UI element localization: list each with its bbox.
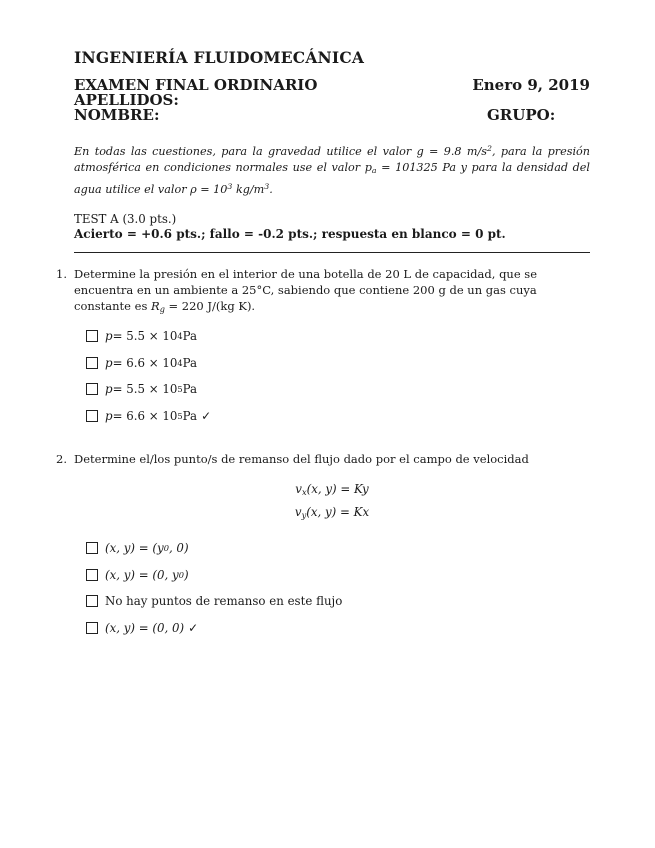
rho-exp: 3 (227, 182, 233, 191)
option-text: No hay puntos de remanso en este flujo (105, 594, 343, 609)
gravity-exp: 2 (486, 144, 492, 153)
name-row (74, 108, 590, 123)
pa-symbol: p (364, 161, 372, 174)
answer-checkbox[interactable] (86, 622, 98, 634)
question-number: 2. (56, 452, 67, 466)
rg-sub: g (159, 305, 165, 314)
velocity-equations (74, 479, 590, 525)
answer-checkbox[interactable] (86, 383, 98, 395)
test-title: TEST A (3.0 pts.) (74, 212, 177, 226)
option[interactable] (86, 350, 590, 377)
options-list (86, 535, 590, 641)
intro-text-3: . (269, 183, 273, 196)
option-unit: Pa (182, 408, 198, 423)
option-unit: Pa (182, 382, 198, 397)
exam-date: Enero 9, 2019 (472, 76, 590, 94)
pa-sub: a (371, 166, 377, 175)
gravity-value: g = 9.8 m/s (416, 145, 487, 158)
equation-vy (74, 502, 590, 525)
option-exp: 5 (177, 410, 183, 421)
option[interactable] (86, 376, 590, 403)
option-value: = 6.6 × 10 (112, 355, 178, 370)
option[interactable] (86, 323, 590, 350)
option-sub: 0 (163, 543, 169, 554)
option-unit: Pa (182, 355, 198, 370)
rg-symbol: R (151, 299, 160, 313)
option-text: (x, y) = (0, 0) (105, 620, 185, 635)
option-sub: 0 (178, 569, 184, 580)
eq-rest: (x, y) = Kx (306, 505, 370, 519)
option-unit: Pa (182, 329, 198, 344)
check-mark-icon: ✓ (201, 408, 211, 423)
rho-value: ρ = 10 (190, 183, 228, 196)
question-2 (56, 451, 590, 641)
question-number: 1. (56, 267, 67, 281)
options-list (86, 323, 590, 429)
option[interactable] (86, 588, 590, 615)
rho-unit: kg/m (232, 183, 265, 196)
option-symbol: p (105, 355, 113, 370)
eq-sub: x (301, 487, 307, 497)
option-tail: ) (183, 567, 189, 582)
option-tail: , 0) (168, 541, 189, 556)
intro-text-1: En todas las cuestiones, para la gravedad utilice el valor (74, 145, 417, 158)
eq-symbol: v (294, 505, 302, 519)
option[interactable] (86, 562, 590, 589)
question-text: Determine el/los punto/s de remanso del flujo dado por el campo de velocidad (74, 452, 529, 466)
answer-checkbox[interactable] (86, 330, 98, 342)
exam-name: EXAMEN FINAL ORDINARIO (74, 76, 318, 94)
equation-vx (74, 479, 590, 502)
eq-sub: y (301, 510, 307, 520)
option-value: = 5.5 × 10 (112, 382, 178, 397)
option[interactable] (86, 403, 590, 430)
option[interactable] (86, 535, 590, 562)
intro-text-2: , para la presión atmosférica en condiciones normales use el valor (74, 145, 590, 174)
scoring-rules: Acierto = +0.6 pts.; fallo = -0.2 pts.; respuesta en blanco = 0 pt. (74, 227, 506, 241)
rho-unit-exp: 3 (264, 182, 270, 191)
eq-symbol: v (295, 482, 302, 496)
option-exp: 4 (177, 357, 183, 368)
answer-checkbox[interactable] (86, 542, 98, 554)
option-value: = 6.6 × 10 (112, 408, 178, 423)
answer-checkbox[interactable] (86, 357, 98, 369)
option-symbol: p (105, 408, 113, 423)
option[interactable] (86, 615, 590, 642)
divider (74, 252, 590, 253)
question-text-a: Determine la presión en el interior de una botella de 20 L de capacidad, que se encuentra en un ambiente a 25°C, sabiendo que contiene 200 g de un gas cuya constante es (74, 267, 538, 313)
option-exp: 4 (177, 331, 183, 342)
option-text: (x, y) = (0, y (105, 567, 179, 582)
surname-label: APELLIDOS: (74, 91, 179, 109)
answer-checkbox[interactable] (86, 410, 98, 422)
question-text (74, 266, 590, 318)
group-label: GRUPO: (487, 106, 556, 124)
option-exp: 5 (177, 384, 183, 395)
option-symbol: p (105, 329, 113, 344)
exam-page (56, 48, 590, 641)
check-mark-icon: ✓ (188, 620, 199, 635)
answer-checkbox[interactable] (86, 595, 98, 607)
answer-checkbox[interactable] (86, 569, 98, 581)
name-label: NOMBRE: (74, 106, 160, 124)
question-1 (56, 266, 590, 429)
eq-rest: (x, y) = Ky (306, 482, 369, 496)
option-text: (x, y) = (y (105, 541, 164, 556)
course-title: INGENIERÍA FLUIDOMECÁNICA (74, 48, 365, 67)
pa-value: = 101325 Pa y para la densidad del agua utilice el valor (74, 161, 590, 196)
option-symbol: p (105, 382, 113, 397)
instructions (74, 141, 590, 198)
question-text-b: = 220 J/(kg K). (164, 299, 256, 313)
option-value: = 5.5 × 10 (112, 329, 178, 344)
